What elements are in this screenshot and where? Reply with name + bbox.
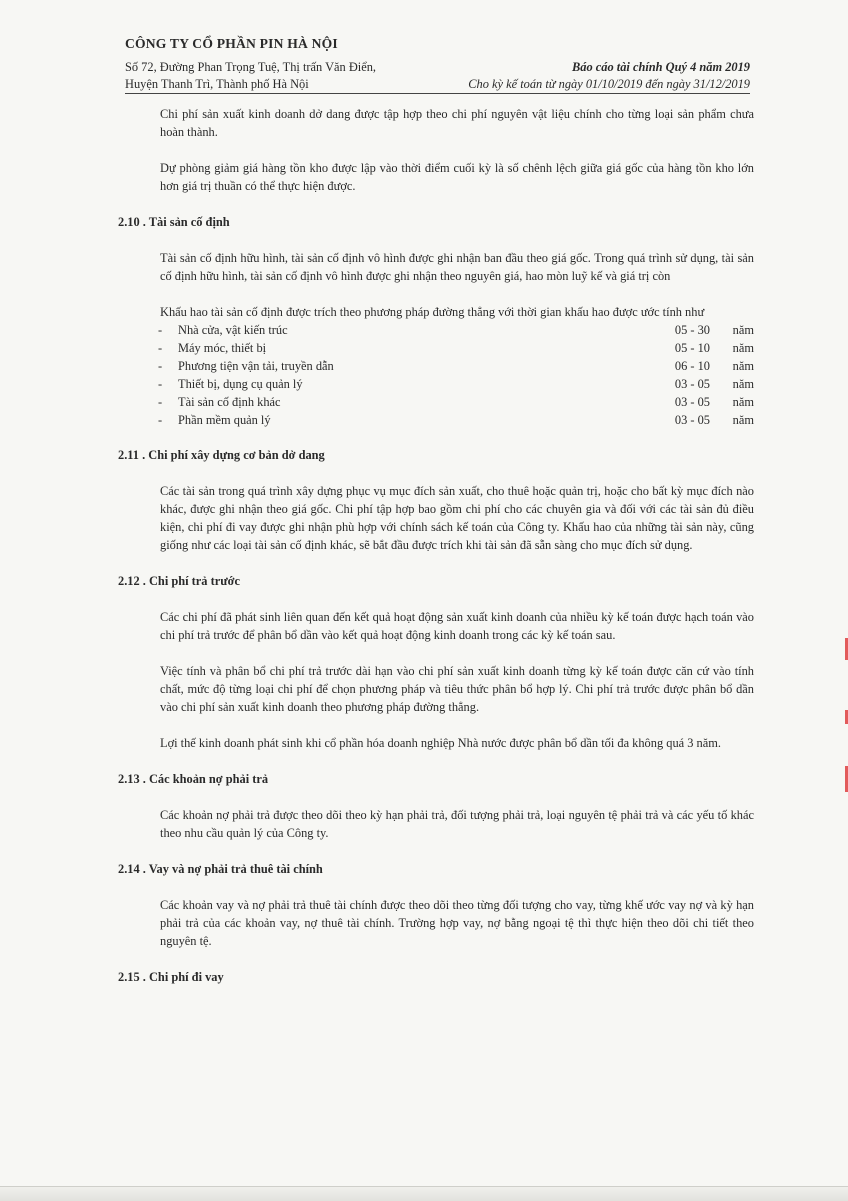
asset-name: Phần mềm quản lý [178, 413, 271, 427]
asset-name: Tài sản cố định khác [178, 395, 281, 409]
depreciation-range: 03 - 05 [674, 413, 710, 427]
section-2-12-paragraph-2: Việc tính và phân bổ chi phí trả trước dài hạn vào chi phí sản xuất kinh doanh từng kỳ kế toán được căn cứ vào tính chất, mức độ từng loại chi phí để chọn phương pháp và tiêu thức phân bổ hợp lý. Chi phí trả trước được phân bổ dần vào chi phí sản xuất kinh doanh theo phương pháp đường thẳng. [160, 664, 754, 714]
list-item: - Nhà cửa, vật kiến trúc 05 - 30 năm [158, 323, 754, 337]
section-2-10-title: 2.10 . Tài sản cố định [118, 215, 230, 229]
section-2-15-title: 2.15 . Chi phí đi vay [118, 970, 224, 984]
asset-name: Thiết bị, dụng cụ quản lý [178, 377, 303, 391]
section-2-13-title: 2.13 . Các khoản nợ phải trả [118, 772, 269, 786]
page-fold-edge [0, 1186, 848, 1201]
company-name: CÔNG TY CỔ PHẦN PIN HÀ NỘI [125, 36, 338, 51]
intro-paragraph-2: Dự phòng giảm giá hàng tồn kho được lập vào thời điểm cuối kỳ là số chênh lệch giữa giá gốc của hàng tồn kho lớn hơn giá trị thuần có thể thực hiện được. [160, 161, 754, 193]
section-2-11-paragraph-1: Các tài sản trong quá trình xây dựng phục vụ mục đích sản xuất, cho thuê hoặc quản trị, hoặc cho bất kỳ mục đích nào khác, được ghi nhận theo giá gốc. Chi phí tập hợp bao gồm chi phí cho các chuyên gia và đối với các tài sản đủ điều kiện, chi phí đi vay được ghi nhận phù hợp với chính sách kế toán của Công ty. Khấu hao của những tài sản này, cũng giống như các loại tài sản cố định khác, sẽ bắt đầu được trích khi tài sản đã sẵn sàng cho mục đích sử dụng. [160, 484, 754, 552]
list-item: - Máy móc, thiết bị 05 - 10 năm [158, 341, 754, 355]
depreciation-unit: năm [732, 323, 754, 337]
report-period: Cho kỳ kế toán từ ngày 01/10/2019 đến ngày 31/12/2019 [468, 77, 750, 91]
asset-name: Nhà cửa, vật kiến trúc [178, 323, 288, 337]
depreciation-unit: năm [732, 359, 754, 373]
depreciation-range: 03 - 05 [674, 395, 710, 409]
section-2-12-paragraph-1: Các chi phí đã phát sinh liên quan đến kết quả hoạt động sản xuất kinh doanh của nhiều kỳ kế toán được hạch toán vào chi phí trả trước để phân bổ dần vào kết quả hoạt động kinh doanh trong các kỳ kế toán sau. [160, 610, 754, 642]
address-line-2: Huyện Thanh Trì, Thành phố Hà Nội [125, 77, 309, 91]
section-2-11-title: 2.11 . Chi phí xây dựng cơ bản dở dang [118, 448, 325, 462]
list-item: - Thiết bị, dụng cụ quản lý 03 - 05 năm [158, 377, 754, 391]
section-2-10-paragraph-2: Khấu hao tài sản cố định được trích theo phương pháp đường thẳng với thời gian khấu hao được ước tính như [160, 305, 705, 319]
list-item: - Phương tiện vận tải, truyền dẫn 06 - 10 năm [158, 359, 754, 373]
section-2-12-title: 2.12 . Chi phí trả trước [118, 574, 241, 588]
depreciation-list [160, 321, 754, 429]
list-item: - Phần mềm quản lý 03 - 05 năm [158, 413, 754, 427]
asset-name: Máy móc, thiết bị [178, 341, 267, 355]
intro-paragraph-1: Chi phí sản xuất kinh doanh dở dang được tập hợp theo chi phí nguyên vật liệu chính cho từng loại sản phẩm chưa hoàn thành. [160, 107, 754, 139]
list-item: - Tài sản cố định khác 03 - 05 năm [158, 395, 754, 409]
section-2-13-paragraph-1: Các khoản nợ phải trả được theo dõi theo kỳ hạn phải trả, đối tượng phải trả, loại nguyên tệ phải trả và các yếu tố khác theo nhu cầu quản lý của Công ty. [160, 808, 754, 840]
address-line-1: Số 72, Đường Phan Trọng Tuệ, Thị trấn Văn Điển, [125, 60, 377, 74]
depreciation-range: 05 - 30 [674, 323, 710, 337]
depreciation-unit: năm [732, 413, 754, 427]
depreciation-unit: năm [732, 377, 754, 391]
section-2-14-paragraph-1: Các khoản vay và nợ phải trả thuê tài chính được theo dõi theo từng đối tượng cho vay, từng khế ước vay nợ và kỳ hạn phải trả của các khoản vay, nợ thuê tài chính. Trường hợp vay, nợ bằng ngoại tệ thì thực hiện theo dõi chi tiết theo nguyên tệ. [160, 898, 754, 948]
section-2-14-title: 2.14 . Vay và nợ phải trả thuê tài chính [118, 862, 323, 876]
depreciation-unit: năm [732, 395, 754, 409]
depreciation-range: 06 - 10 [674, 359, 710, 373]
depreciation-range: 05 - 10 [674, 341, 710, 355]
section-2-10-paragraph-1: Tài sản cố định hữu hình, tài sản cố định vô hình được ghi nhận ban đầu theo giá gốc. Trong quá trình sử dụng, tài sản cố định hữu hình, tài sản cố định vô hình được ghi nhận theo nguyên giá, hao mòn luỹ kế và giá trị còn [160, 251, 754, 283]
section-2-12-paragraph-3: Lợi thế kinh doanh phát sinh khi cổ phần hóa doanh nghiệp Nhà nước được phân bổ dần tối đa không quá 3 năm. [160, 736, 721, 750]
report-title: Báo cáo tài chính Quý 4 năm 2019 [572, 60, 750, 74]
document-body [118, 105, 754, 986]
asset-name: Phương tiện vận tải, truyền dẫn [178, 359, 334, 373]
depreciation-unit: năm [732, 341, 754, 355]
depreciation-range: 03 - 05 [674, 377, 710, 391]
page-header [125, 36, 750, 94]
